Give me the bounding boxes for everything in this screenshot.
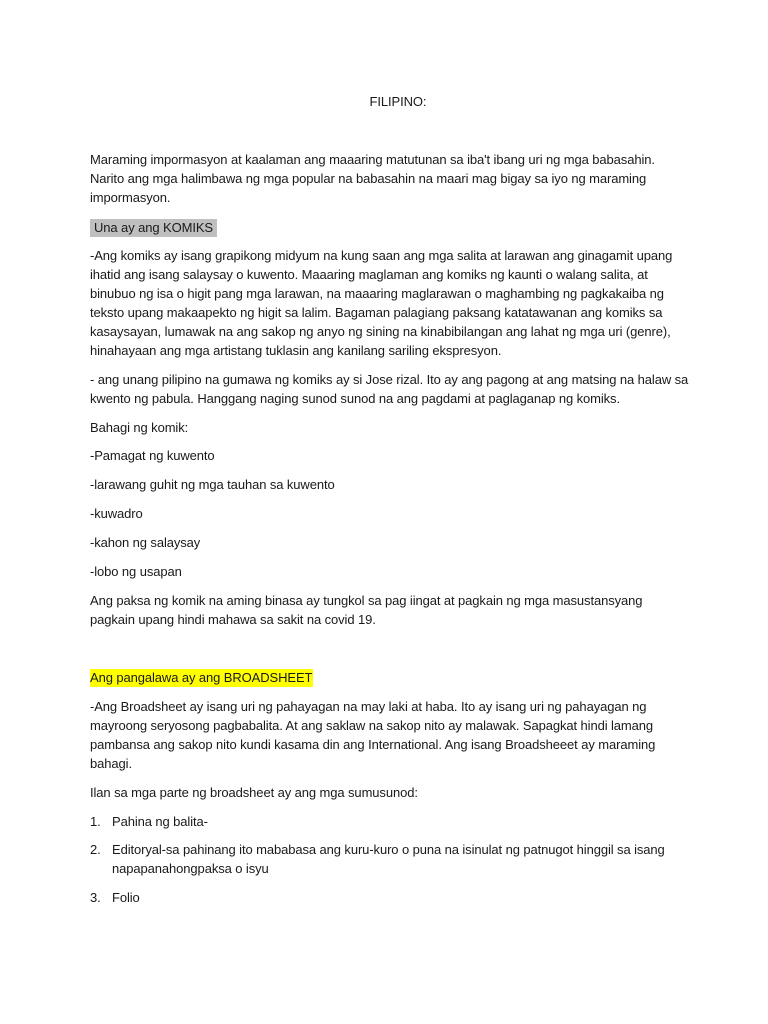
komiks-closing-paragraph: Ang paksa ng komik na aming binasa ay tungkol sa pag iingat at pagkain ng mga masustansyang pagkain upang hindi mahawa sa sakit na covid 19. [90, 593, 643, 627]
komiks-heading-line [90, 218, 690, 237]
broadsheet-heading: Ang pangalawa ay ang BROADSHEET [90, 670, 313, 685]
list-number: 2. [90, 842, 101, 857]
list-text: Pahina ng balita- [112, 814, 208, 829]
komiks-part-item: -lobo ng usapan [90, 564, 182, 579]
komiks-parts-label: Bahagi ng komik: [90, 420, 189, 435]
broadsheet-list-item [90, 812, 670, 831]
komiks-part-item: -kuwadro [90, 506, 143, 521]
broadsheet-parts-label: Ilan sa mga parte ng broadsheet ay ang mga sumusunod: [90, 785, 418, 800]
intro-paragraph: Maraming impormasyon at kaalaman ang maaaring matutunan sa iba't ibang uri ng mga babasahin. Narito ang mga halimbawa ng mga popular na babasahin na maari mag bigay sa iyo ng maraming impormasyon. [90, 152, 655, 205]
broadsheet-paragraph-1: -Ang Broadsheet ay isang uri ng pahayagan na may laki at haba. Ito ay isang uri ng pahayagan ng mayroong seryosong pagbabalita. At ang saklaw na sakop nito ay malawak. Sapagkat hindi lamang pambansa ang sakop nito kundi kasama din ang International. Ang isang Broadsheeet ay maraming bahagi. [90, 699, 656, 771]
komiks-heading: Una ay ang KOMIKS [90, 219, 217, 237]
list-text: Editoryal-sa pahinang ito mababasa ang kuru-kuro o puna na isinulat ng patnugot hinggil sa isang napapanahongpaksa o isyu [112, 842, 665, 876]
komiks-paragraph-1: -Ang komiks ay isang grapikong midyum na kung saan ang mga salita at larawan ang ginagamit upang ihatid ang isang salaysay o kuwento. Maaaring maglaman ang komiks ng kaunti o walang salita, at binubuo ng isa o higit pang mga larawan, na maaaring maglarawan o maghambing ng pagkakaiba ng teksto upang makaapekto ng higit sa lalim. Bagaman palagiang paksang katatawanan ang komiks sa kasaysayan, lumawak na ang sakop ng anyo ng sining na kinabibilangan ang lahat ng mga uri (genre), hinahayaan ang mga artistang tuklasin ang kanilang sariling ekspresyon. [90, 248, 673, 358]
komiks-part-item: -Pamagat ng kuwento [90, 448, 215, 463]
list-number: 1. [90, 814, 101, 829]
document-title: FILIPINO: [369, 94, 427, 109]
list-text: Folio [112, 890, 140, 905]
komiks-part-item: -kahon ng salaysay [90, 535, 201, 550]
komiks-part-item: -larawang guhit ng mga tauhan sa kuwento [90, 477, 335, 492]
list-number: 3. [90, 890, 101, 905]
broadsheet-list-item [90, 840, 670, 878]
broadsheet-list-item [90, 888, 670, 907]
broadsheet-heading-line [90, 668, 690, 687]
komiks-paragraph-2: - ang unang pilipino na gumawa ng komiks ay si Jose rizal. Ito ay ang pagong at ang matsing na halaw sa kwento ng pabula. Hanggang naging sunod sunod na ang pagdami at paglaganap ng komiks. [90, 372, 689, 406]
